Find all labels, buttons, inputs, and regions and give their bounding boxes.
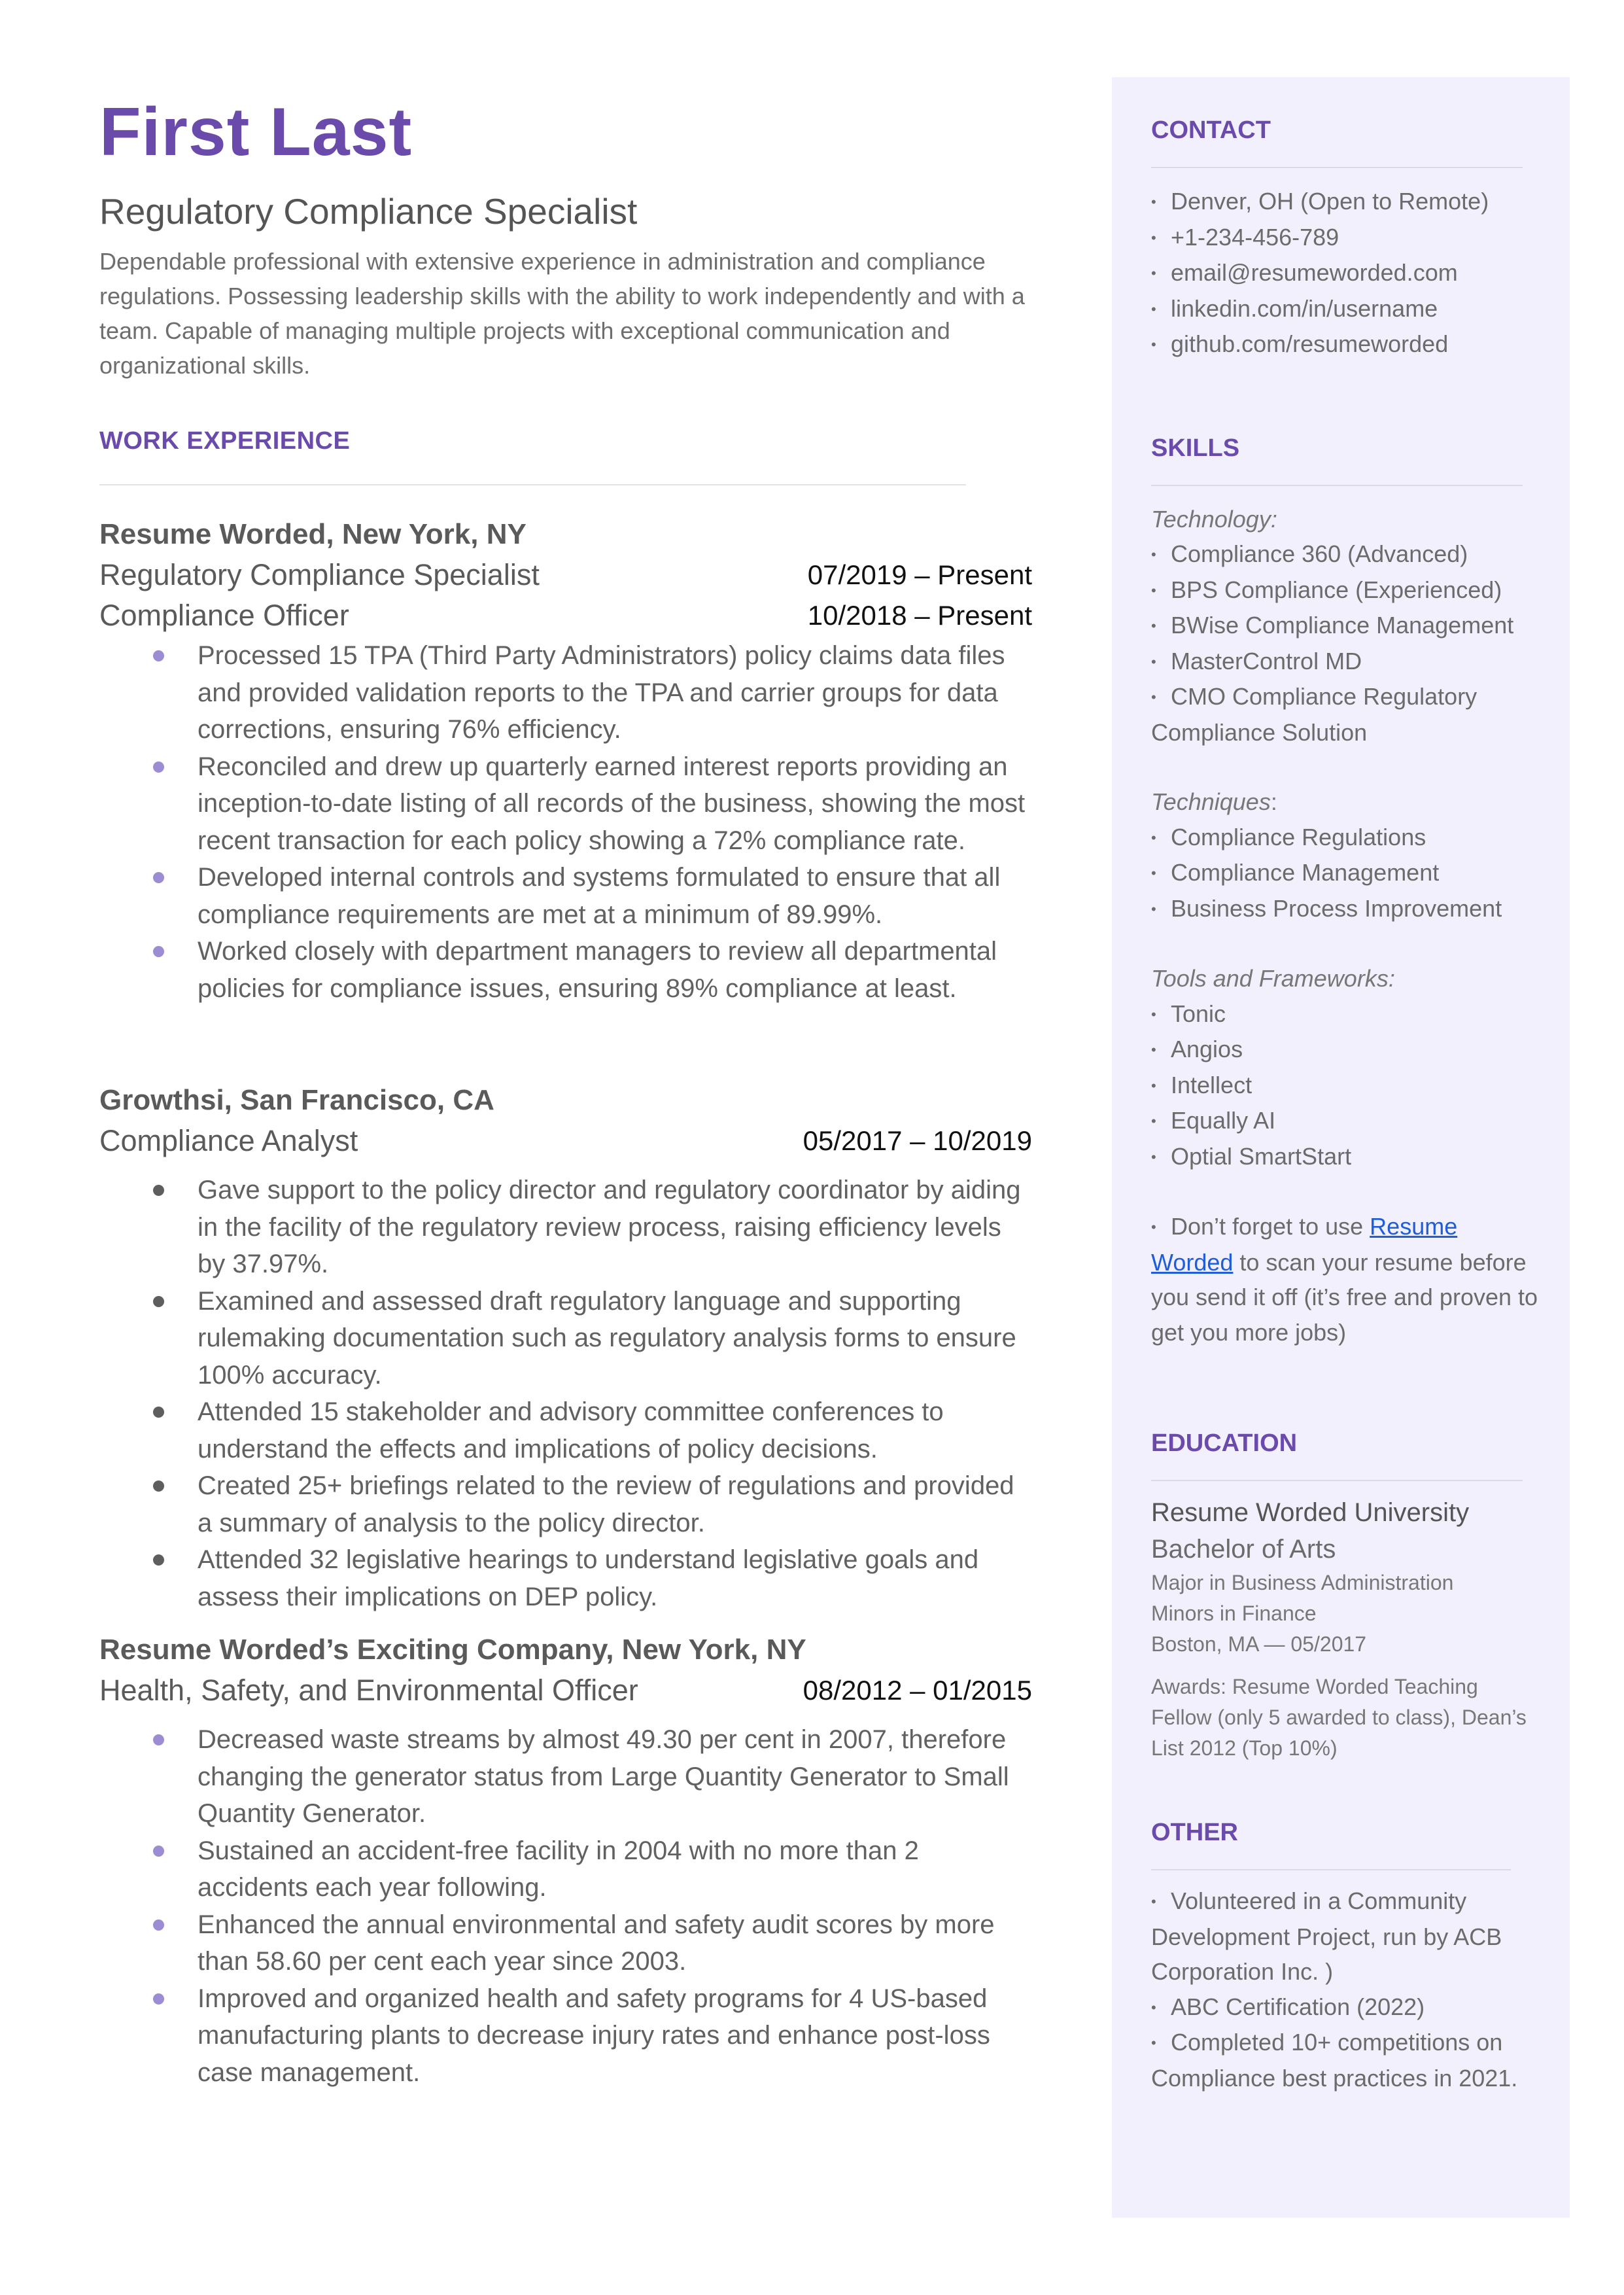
achievement-list — [99, 1721, 1032, 2091]
achievement-item: Reconciled and drew up quarterly earned interest reports providing an inception-to-date listing of all records of the business, showing the most recent transaction for each policy showing a 72% compliance rate. — [99, 748, 1032, 860]
skill-item: • Tonic — [1151, 1000, 1226, 1027]
company-name: Resume Worded’s Exciting Company, New York, NY — [99, 1634, 806, 1666]
education-heading: EDUCATION — [1151, 1429, 1298, 1457]
sidebar-content — [1151, 77, 1544, 2095]
candidate-title: Regulatory Compliance Specialist — [99, 191, 638, 232]
section-divider — [1151, 1480, 1523, 1481]
skill-item: • Compliance Regulations — [1151, 823, 1426, 850]
contact-phone: • +1-234-456-789 — [1151, 223, 1339, 251]
role-dates: 10/2018 – Present — [807, 600, 1032, 631]
role-row — [99, 1670, 1032, 1711]
bullet-dot-icon — [153, 762, 164, 773]
education-awards: Awards: Resume Worded Teaching Fellow (only 5 awarded to class), Dean’s List 2012 (Top 10%) — [1151, 1675, 1527, 1760]
bullet-dot-icon — [153, 1407, 164, 1418]
company-name: Resume Worded, New York, NY — [99, 518, 527, 551]
resume-worded-link[interactable]: Resume Worded — [1151, 1213, 1458, 1276]
role-row — [99, 595, 1032, 636]
skills-techniques-list — [1151, 820, 1544, 927]
skill-item: • BPS Compliance (Experienced) — [1151, 576, 1502, 603]
achievement-item: Gave support to the policy director and regulatory coordinator by aiding in the facility of the regulatory review process, raising efficiency levels by 37.97%. — [99, 1172, 1032, 1283]
role-title: Regulatory Compliance Specialist — [99, 558, 540, 592]
skill-item: • Angios — [1151, 1036, 1243, 1062]
company-name: Growthsi, San Francisco, CA — [99, 1084, 494, 1117]
role-row — [99, 555, 1032, 595]
other-heading: OTHER — [1151, 1819, 1238, 1846]
contact-heading: CONTACT — [1151, 116, 1271, 144]
bullet-dot-icon — [153, 1846, 164, 1857]
achievement-item: Attended 32 legislative hearings to understand legislative goals and assess their implications on DEP policy. — [99, 1541, 1032, 1615]
skill-item: • CMO Compliance Regulatory Compliance Solution — [1151, 683, 1477, 746]
other-list — [1151, 1883, 1544, 2095]
role-dates: 08/2012 – 01/2015 — [803, 1675, 1032, 1706]
achievement-item: Decreased waste streams by almost 49.30 per cent in 2007, therefore changing the generator status from Large Quantity Generator to Small Quantity Generator. — [99, 1721, 1032, 1832]
achievement-item: Examined and assessed draft regulatory language and supporting rulemaking documentation such as regulatory analysis forms to ensure 100% accuracy. — [99, 1283, 1032, 1394]
education-degree: Bachelor of Arts — [1151, 1535, 1336, 1564]
job-entry — [99, 514, 1048, 1007]
main-column — [99, 94, 1048, 2091]
bullet-dot-icon — [153, 1296, 164, 1307]
work-experience-heading: WORK EXPERIENCE — [99, 427, 351, 455]
skill-item: • Compliance 360 (Advanced) — [1151, 540, 1468, 567]
skills-techniques-label: Techniques: — [1151, 788, 1277, 815]
skills-tools-label: Tools and Frameworks: — [1151, 965, 1395, 992]
skill-item: • BWise Compliance Management — [1151, 612, 1514, 639]
section-divider — [1151, 1869, 1511, 1870]
education-location-date: Boston, MA — 05/2017 — [1151, 1632, 1367, 1656]
bullet-dot-icon — [153, 650, 164, 661]
education-school: Resume Worded University — [1151, 1498, 1470, 1527]
job-entry — [99, 1080, 1048, 1615]
role-row — [99, 1121, 1032, 1161]
bullet-dot-icon — [153, 872, 164, 883]
achievement-item: Created 25+ briefings related to the review of regulations and provided a summary of analysis to the policy director. — [99, 1467, 1032, 1541]
role-title: Health, Safety, and Environmental Officer — [99, 1673, 638, 1708]
bullet-dot-icon — [153, 1993, 164, 2005]
achievement-item: Sustained an accident-free facility in 2004 with no more than 2 accidents each year following. — [99, 1832, 1032, 1906]
other-item: • Volunteered in a Community Development Project, run by ACB Corporation Inc. ) — [1151, 1887, 1502, 1985]
candidate-name: First Last — [99, 94, 413, 170]
contact-location: • Denver, OH (Open to Remote) — [1151, 188, 1489, 215]
sidebar — [1112, 77, 1570, 2218]
skills-technology-list — [1151, 536, 1544, 750]
skills-technology-label: Technology: — [1151, 505, 1277, 533]
achievement-list — [99, 637, 1032, 1007]
skill-item: • Equally AI — [1151, 1107, 1276, 1134]
section-divider — [99, 484, 966, 485]
skill-item: • Optial SmartStart — [1151, 1142, 1352, 1170]
skill-item: • Intellect — [1151, 1071, 1253, 1098]
role-title: Compliance Officer — [99, 599, 349, 633]
contact-github[interactable]: • github.com/resumeworded — [1151, 330, 1449, 357]
other-item: • ABC Certification (2022) — [1151, 1993, 1425, 2020]
skills-tools-list — [1151, 996, 1544, 1175]
contact-linkedin[interactable]: • linkedin.com/in/username — [1151, 294, 1438, 322]
achievement-item: Developed internal controls and systems formulated to ensure that all compliance requirements are met at a minimum of 89.99%. — [99, 859, 1032, 933]
education-minors: Minors in Finance — [1151, 1602, 1317, 1625]
bullet-dot-icon — [153, 1185, 164, 1196]
bullet-dot-icon — [153, 946, 164, 957]
achievement-item: Enhanced the annual environmental and safety audit scores by more than 58.60 per cent each year since 2003. — [99, 1906, 1032, 1980]
achievement-item: Worked closely with department managers to review all departmental policies for compliance issues, ensuring 89% compliance at least. — [99, 933, 1032, 1007]
contact-list — [1151, 184, 1544, 362]
role-title: Compliance Analyst — [99, 1124, 358, 1158]
section-divider — [1151, 167, 1523, 168]
job-entry — [99, 1630, 1048, 2091]
bullet-dot-icon — [153, 1554, 164, 1566]
role-dates: 05/2017 – 10/2019 — [803, 1125, 1032, 1157]
summary: Dependable professional with extensive experience in administration and compliance regulations. Possessing leadership skills with the ability to work independently and with a team. Capable of managing multiple projects with exceptional communication and organizational skills. — [99, 248, 1025, 379]
achievement-item: Attended 15 stakeholder and advisory committee conferences to understand the effects and implications of policy decisions. — [99, 1393, 1032, 1467]
skill-item: • Compliance Management — [1151, 859, 1440, 886]
achievement-item: Processed 15 TPA (Third Party Administrators) policy claims data files and provided validation reports to the TPA and carrier groups for data corrections, ensuring 76% efficiency. — [99, 637, 1032, 748]
bullet-dot-icon — [153, 1480, 164, 1492]
section-divider — [1151, 485, 1523, 486]
skill-item: • MasterControl MD — [1151, 647, 1362, 674]
skills-heading: SKILLS — [1151, 434, 1240, 462]
bullet-dot-icon — [153, 1919, 164, 1931]
other-item: • Completed 10+ competitions on Compliance best practices in 2021. — [1151, 2029, 1518, 2092]
role-dates: 07/2019 – Present — [807, 559, 1032, 591]
achievement-list — [99, 1172, 1032, 1615]
education-major: Major in Business Administration — [1151, 1571, 1454, 1594]
resume-tip: • Don’t forget to use Resume Worded to scan your resume before you send it off (it’s free and proven to get you more jobs) — [1151, 1213, 1538, 1346]
bullet-dot-icon — [153, 1734, 164, 1745]
skill-item: • Business Process Improvement — [1151, 894, 1502, 922]
achievement-item: Improved and organized health and safety programs for 4 US-based manufacturing plants to decrease injury rates and enhance post-loss case management. — [99, 1980, 1032, 2092]
contact-email[interactable]: • email@resumeworded.com — [1151, 259, 1458, 286]
